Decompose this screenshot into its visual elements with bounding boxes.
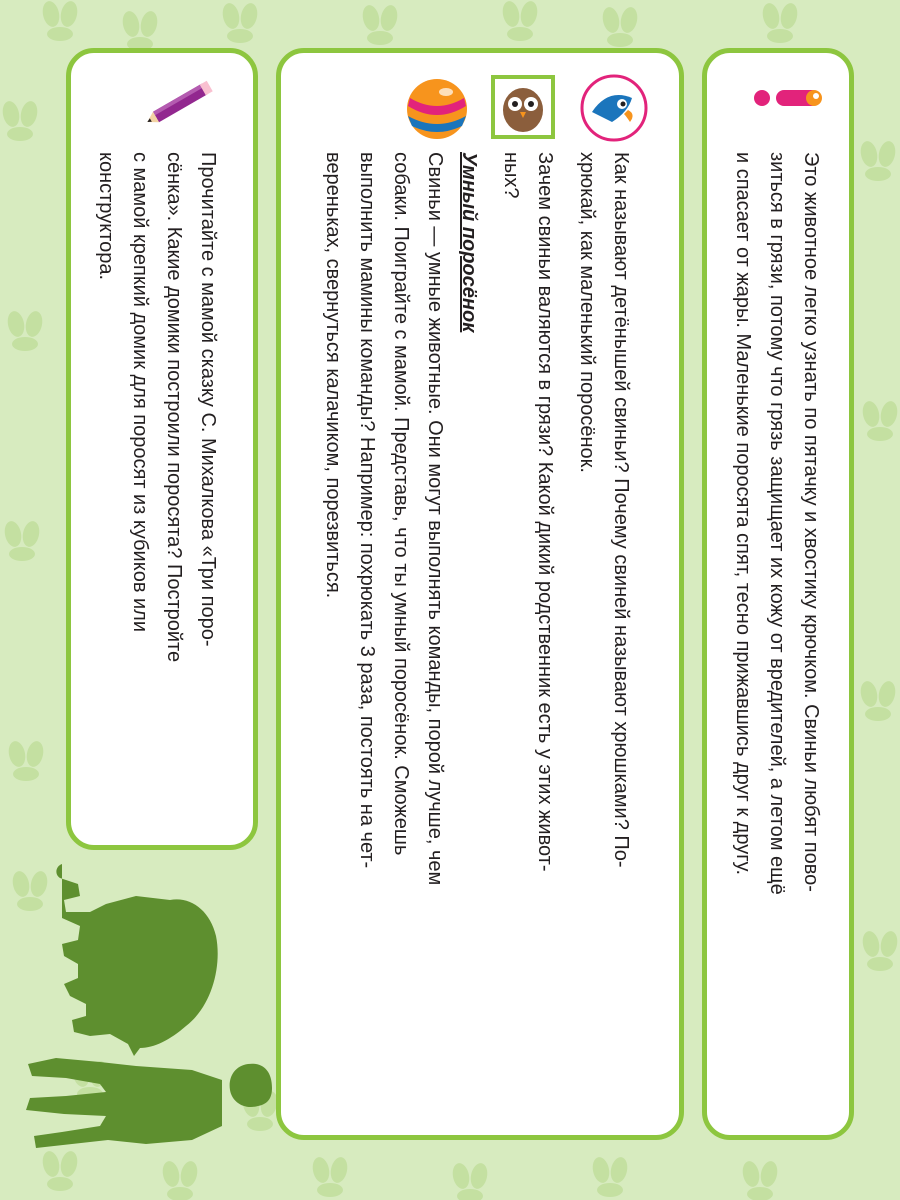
game-line: собаки. Поиграйте с мамой. Представь, что ты умный поросёнок. Сможешь xyxy=(390,152,412,856)
owl-icon xyxy=(490,74,556,140)
parrot-icon xyxy=(578,72,650,144)
facts-line: и спасает от жары. Маленькие поросята спят, тесно прижавшись друг к другу. xyxy=(732,152,754,876)
facts-line: зиться в грязи, потому что грязь защищает их кожу от вредителей, а летом ещё xyxy=(766,152,788,895)
game-line: выполнить мамины команды? Например: похрюкать 3 раза, постоять на чет- xyxy=(356,152,378,869)
reading-text xyxy=(89,152,225,802)
game-line: Свиньи — умные животные. Они могут выполнять команды, порой лучше, чем xyxy=(424,152,446,886)
reading-line: с мамой крепкий домик для поросят из кубиков или xyxy=(129,152,151,633)
facts-text xyxy=(726,152,828,1052)
game-line: вереньках, свернуться калачиком, порезвиться. xyxy=(322,152,344,599)
ball-icon xyxy=(402,74,472,144)
question-line: Как называют детёнышей свиньи? Почему свиней называют хрюшками? По- xyxy=(610,152,632,868)
game-heading: Умный поросёнок xyxy=(458,152,480,333)
person-silhouette xyxy=(16,1040,276,1160)
question-line: Зачем свиньи валяются в грязи? Какой дикий родственник есть у этих живот- xyxy=(534,152,556,872)
pig-silhouette xyxy=(50,856,220,1056)
facts-line: Это животное легко узнать по пятачку и хвостику крючком. Свиньи любят пово- xyxy=(800,152,822,892)
reading-line: Прочитайте с мамой сказку С. Михалкова «Три поро- xyxy=(197,152,219,647)
reading-line: сёнка». Какие домики построили поросята? Постройте xyxy=(163,152,185,663)
pencil-icon xyxy=(142,72,222,132)
info-i-icon xyxy=(752,84,832,134)
question-line: хрюкай, как маленький поросёнок. xyxy=(576,152,598,473)
question-line: ных? xyxy=(500,152,522,199)
reading-line: конструктора. xyxy=(95,152,117,281)
questions-text xyxy=(316,152,638,1052)
